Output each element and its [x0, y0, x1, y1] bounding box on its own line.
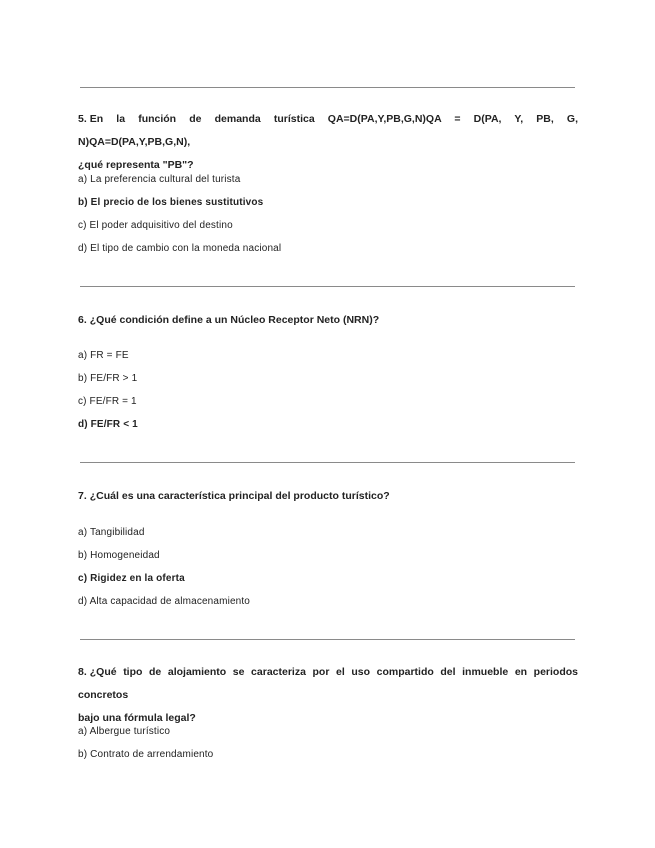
question-5-option-b[interactable]: b) El precio de los bienes sustitutivos [78, 197, 264, 208]
question-5-option-c[interactable]: c) El poder adquisitivo del destino [78, 220, 233, 231]
question-8-number: 8. [78, 666, 87, 678]
question-7-option-d[interactable]: d) Alta capacidad de almacenamiento [78, 596, 251, 607]
question-8-line-2: bajo una fórmula legal? [78, 712, 196, 724]
question-8 [78, 661, 578, 730]
question-7-text: ¿Cuál es una característica principal del producto turístico? [89, 490, 390, 502]
question-8-text: ¿Qué tipo de alojamiento se caracteriza por el uso compartido del inmueble en periodos concretos [78, 666, 578, 701]
divider [80, 286, 575, 287]
question-8-line-1 [78, 661, 578, 707]
question-5-option-a[interactable]: a) La preferencia cultural del turista [78, 174, 241, 185]
question-7 [78, 485, 578, 508]
question-6-option-a[interactable]: a) FR = FE [78, 350, 129, 361]
divider [80, 462, 575, 463]
question-5-line-1 [78, 108, 578, 154]
question-6-option-d[interactable]: d) FE/FR < 1 [78, 419, 138, 430]
question-6-option-c[interactable]: c) FE/FR = 1 [78, 396, 137, 407]
question-7-number: 7. [78, 490, 87, 502]
question-6-option-b[interactable]: b) FE/FR > 1 [78, 373, 138, 384]
question-7-option-a[interactable]: a) Tangibilidad [78, 527, 145, 538]
question-6 [78, 309, 578, 332]
divider [80, 639, 575, 640]
divider [80, 87, 575, 88]
question-5-option-d[interactable]: d) El tipo de cambio con la moneda nacional [78, 243, 282, 254]
question-6-text: ¿Qué condición define a un Núcleo Receptor Neto (NRN)? [89, 314, 380, 326]
question-5-text: En la función de demanda turística QA=D(PA,Y,PB,G,N)QA = D(PA, Y, PB, G, N)QA=D(PA,Y,PB,G,N), [78, 113, 578, 148]
question-6-number: 6. [78, 314, 87, 326]
question-7-option-b[interactable]: b) Homogeneidad [78, 550, 160, 561]
question-8-option-a[interactable]: a) Albergue turístico [78, 726, 171, 737]
question-5-number: 5. [78, 113, 87, 125]
question-8-option-b[interactable]: b) Contrato de arrendamiento [78, 749, 214, 760]
question-7-option-c[interactable]: c) Rigidez en la oferta [78, 573, 185, 584]
question-5 [78, 108, 578, 177]
question-5-line-2: ¿qué representa "PB"? [78, 159, 194, 171]
